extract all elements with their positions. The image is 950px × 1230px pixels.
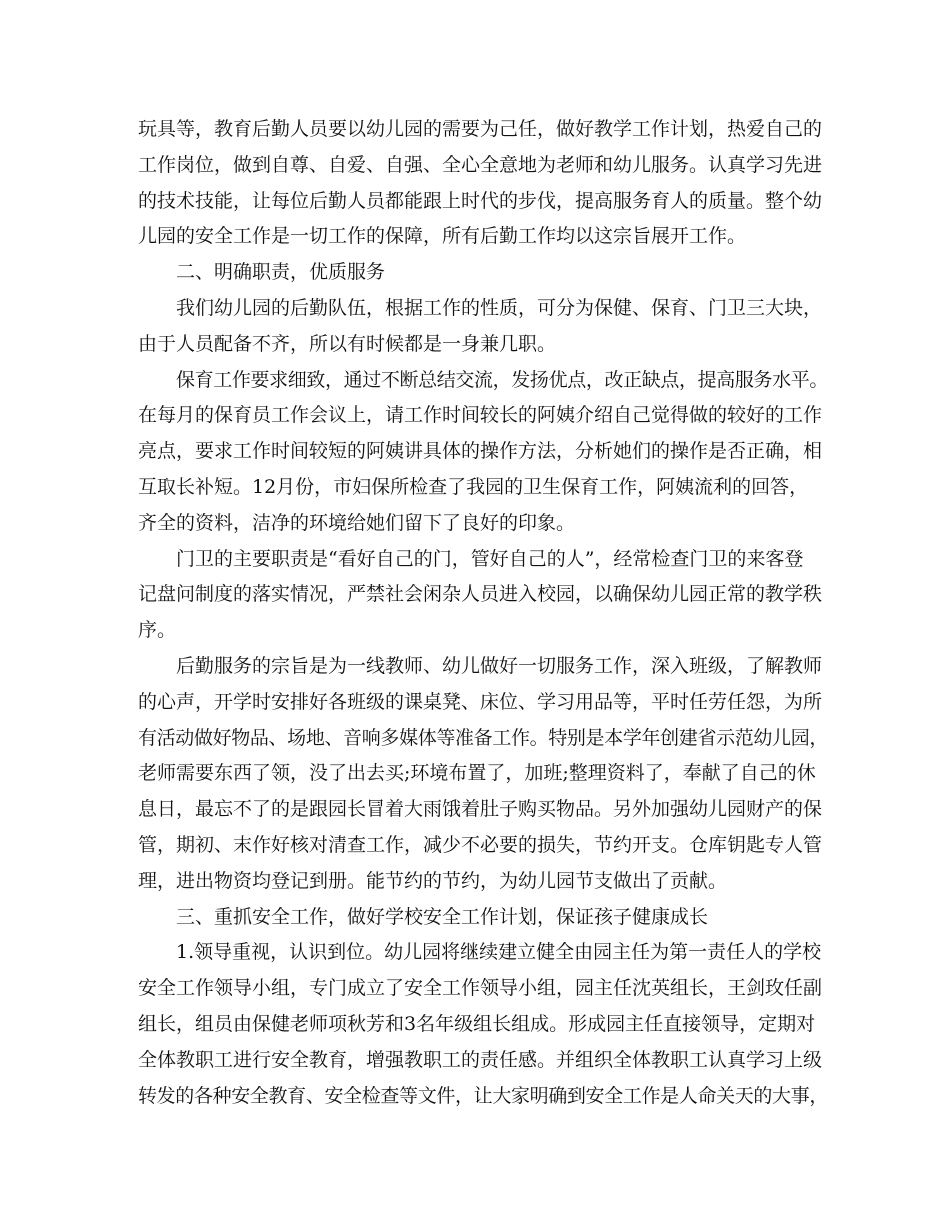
- text-line: 理，进出物资均登记到册。能节约的节约，为幼儿园节支做出了贡献。: [138, 869, 728, 892]
- text-line: 组长，组员由保健老师项秋芳和3名年级组长组成。形成园主任直接领导，定期对: [138, 1012, 816, 1035]
- text-line: 互取长补短。12月份，市妇保所检查了我园的卫生保育工作，阿姨流利的回答，: [138, 475, 809, 498]
- text-line: 门卫的主要职责是“看好自己的门，管好自己的人”，经常检查门卫的来客登: [176, 547, 804, 570]
- text-line: 记盘问制度的落实情况，严禁社会闲杂人员进入校园，以确保幼儿园正常的教学秩: [138, 583, 823, 606]
- section-heading: 二、明确职责，优质服务: [176, 261, 386, 284]
- document-body: [138, 112, 828, 1114]
- text-line: 的技术技能，让每位后勤人员都能跟上时代的步伐，提高服务育人的质量。整个幼: [138, 189, 823, 212]
- text-line: 全体教职工进行安全教育，增强教职工的责任感。并组织全体教职工认真学习上级: [138, 1048, 823, 1071]
- text-line: 息日，最忘不了的是跟园长冒着大雨饿着肚子购买物品。另外加强幼儿园财产的保: [138, 798, 823, 821]
- text-line: 安全工作领导小组，专门成立了安全工作领导小组，园主任沈英组长，王剑玫任副: [138, 977, 823, 1000]
- text-line: 序。: [138, 619, 177, 642]
- text-line: 管，期初、末作好核对清查工作，减少不必要的损失，节约开支。仓库钥匙专人管: [138, 833, 823, 856]
- text-line: 的心声，开学时安排好各班级的课桌凳、床位、学习用品等，平时任劳任怨，为所: [138, 690, 823, 713]
- text-line: 工作岗位，做到自尊、自爱、自强、全心全意地为老师和幼儿服务。认真学习先进: [138, 153, 823, 176]
- text-line: 后勤服务的宗旨是为一线教师、幼儿做好一切服务工作，深入班级，了解教师: [176, 654, 823, 677]
- text-line: 我们幼儿园的后勤队伍，根据工作的性质，可分为保健、保育、门卫三大块，: [176, 296, 823, 319]
- text-line: 由于人员配备不齐，所以有时候都是一身兼几职。: [138, 332, 557, 355]
- text-line: 儿园的安全工作是一切工作的保障，所有后勤工作均以这宗旨展开工作。: [138, 225, 747, 248]
- text-line: 1.领导重视，认识到位。幼儿园将继续建立健全由园主任为第一责任人的学校: [176, 941, 822, 964]
- section-heading: 三、重抓安全工作，做好学校安全工作计划，保证孩子健康成长: [176, 905, 709, 928]
- text-line: 齐全的资料，洁净的环境给她们留下了良好的印象。: [138, 511, 576, 534]
- text-line: 亮点，要求工作时间较短的阿姨讲具体的操作方法，分析她们的操作是否正确，相: [138, 440, 823, 463]
- text-line: 有活动做好物品、场地、音响多媒体等准备工作。特别是本学年创建省示范幼儿园，: [138, 726, 828, 749]
- text-line: 转发的各种安全教育、安全检查等文件，让大家明确到安全工作是人命关天的大事，: [138, 1084, 828, 1107]
- text-line: 老师需要东西了领，没了出去买;环境布置了，加班;整理资料了，奉献了自己的休: [138, 762, 816, 785]
- text-line: 在每月的保育员工作会议上，请工作时间较长的阿姨介绍自己觉得做的较好的工作: [138, 404, 823, 427]
- text-line: 保育工作要求细致，通过不断总结交流，发扬优点，改正缺点，提高服务水平。: [176, 368, 828, 391]
- text-line: 玩具等，教育后勤人员要以幼儿园的需要为己任，做好教学工作计划，热爱自己的: [138, 118, 823, 140]
